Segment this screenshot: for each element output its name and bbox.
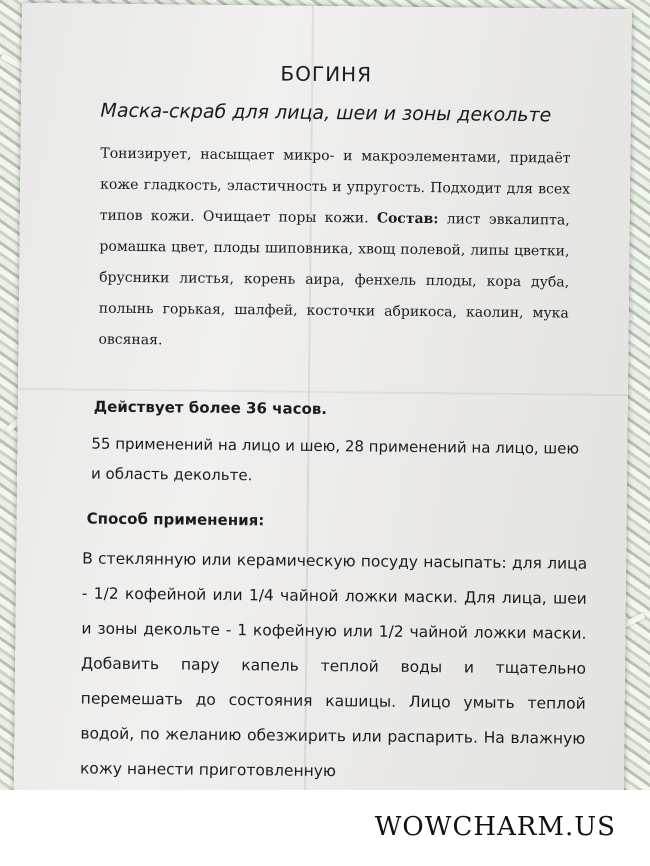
sheet-content: [22, 3, 632, 781]
composition-label: Состав:: [376, 210, 439, 228]
duration-text: 55 применений на лицо и шею, 28 применений на лицо, шею и область декольте.: [90, 434, 580, 485]
usage-heading: Способ применения:: [86, 509, 265, 530]
intro-text: Тонизирует, насыщает микро- и макроэлементами, придаёт коже гладкость, эластичность и упругость. Подходит для всех типов кожи. Очищает поры кожи.: [99, 145, 571, 227]
composition-text: лист эвкалипта, ромашка цвет, плоды шиповника, хвощ полевой, липы цветки, брусники листья, корень аира, фенхель плоды, кора дуба, полынь горькая, шалфей, косточки абрикоса, каолин, мука овсяная.: [98, 211, 570, 349]
instruction-sheet: [14, 3, 632, 790]
product-subtitle: Маска-скраб для лица, шеи и зоны декольте: [100, 99, 552, 127]
duration-heading: Действует более 36 часов.: [93, 397, 328, 419]
product-title: БОГИНЯ: [280, 61, 373, 87]
watermark: WOWCHARM.US: [374, 812, 616, 842]
usage-text: В стеклянную или керамическую посуду насыпать: для лица - 1/2 кофейной или 1/4 чайной ложки маски. Для лица, шеи и зоны декольте - 1 кофейную или 1/2 чайной ложки маски. Добавить пару капель теплой воды и тщательно перемешать до состояния кашицы. Лицо умыть теплой водой, по желанию обезжирить или распарить. На влажную кожу нанести приготовленную: [79, 549, 588, 781]
intro-paragraph: [98, 139, 570, 361]
fold-line-horizontal: [18, 388, 628, 396]
